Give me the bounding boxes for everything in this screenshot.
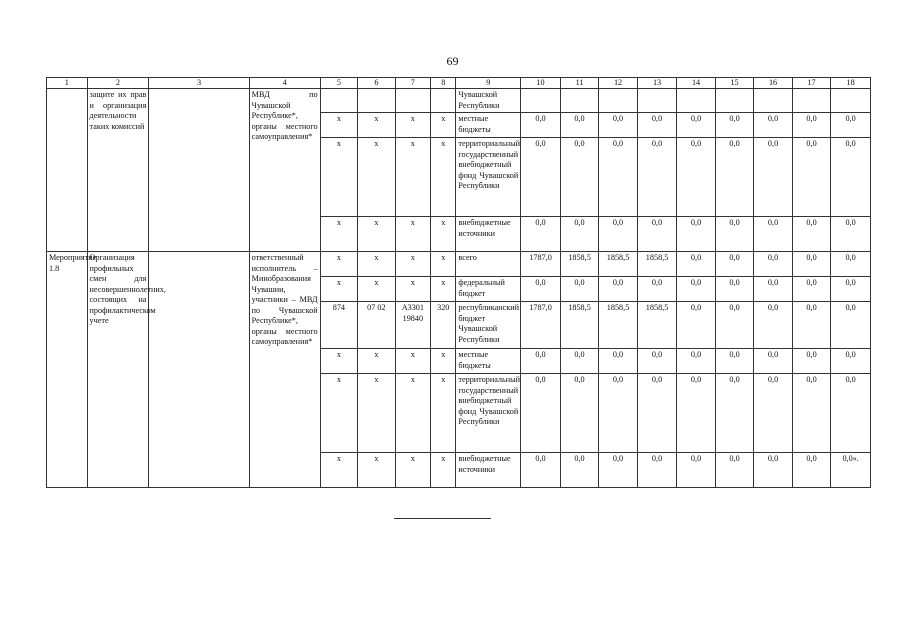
funding-source-cell: внебюджетные источники <box>456 453 521 488</box>
amount-cell: 0,0 <box>521 349 561 374</box>
column-number-header: 7 <box>395 78 430 89</box>
event-name-cell: защите их прав и организация деятельности таких комиссий <box>87 89 149 252</box>
amount-cell: 0,0 <box>521 277 561 302</box>
amount-cell: 1858,5 <box>599 252 638 277</box>
code-section-cell: 07 02 <box>358 302 396 349</box>
code-expense-cell: x <box>431 138 456 217</box>
code-expense-cell: x <box>431 277 456 302</box>
amount-cell: 0,0 <box>754 374 793 453</box>
amount-cell: 0,0 <box>792 138 831 217</box>
code-grbs-cell: x <box>320 349 358 374</box>
amount-cell: 0,0 <box>715 113 754 138</box>
amount-cell: 0,0 <box>715 252 754 277</box>
amount-cell: 0,0 <box>754 113 793 138</box>
column-number-header: 6 <box>358 78 396 89</box>
amount-cell: 0,0 <box>754 252 793 277</box>
amount-cell <box>831 89 871 113</box>
amount-cell: 0,0 <box>637 349 677 374</box>
funding-source-cell: территориальный государственный внебюджетный фонд Чувашской Республики <box>456 374 521 453</box>
empty-cell <box>149 89 249 252</box>
funding-source-cell: всего <box>456 252 521 277</box>
amount-cell: 0,0 <box>715 302 754 349</box>
amount-cell: 0,0 <box>677 374 716 453</box>
amount-cell: 0,0 <box>599 453 638 488</box>
code-section-cell: x <box>358 349 396 374</box>
amount-cell: 1858,5 <box>599 302 638 349</box>
amount-cell <box>715 89 754 113</box>
amount-cell: 0,0 <box>599 374 638 453</box>
amount-cell <box>560 89 599 113</box>
amount-cell: 0,0 <box>637 453 677 488</box>
funding-source-cell: территориальный государственный внебюджетный фонд Чувашской Республики <box>456 138 521 217</box>
amount-cell: 0,0 <box>792 252 831 277</box>
funding-source-cell: Чувашской Республики <box>456 89 521 113</box>
amount-cell: 0,0 <box>754 138 793 217</box>
amount-cell: 1858,5 <box>637 252 677 277</box>
amount-cell: 0,0 <box>831 374 871 453</box>
column-number-header: 3 <box>149 78 249 89</box>
amount-cell: 0,0 <box>754 349 793 374</box>
code-target-cell: x <box>395 453 430 488</box>
amount-cell: 0,0 <box>715 277 754 302</box>
table-row <box>47 89 871 113</box>
amount-cell: 0,0 <box>521 217 561 252</box>
amount-cell: 0,0 <box>792 277 831 302</box>
amount-cell: 0,0». <box>831 453 871 488</box>
amount-cell: 0,0 <box>677 277 716 302</box>
amount-cell: 0,0 <box>792 302 831 349</box>
column-number-header: 4 <box>249 78 320 89</box>
amount-cell: 0,0 <box>831 217 871 252</box>
amount-cell: 0,0 <box>637 113 677 138</box>
amount-cell: 0,0 <box>677 302 716 349</box>
amount-cell <box>637 89 677 113</box>
column-number-header: 18 <box>831 78 871 89</box>
amount-cell: 1858,5 <box>560 302 599 349</box>
amount-cell: 0,0 <box>521 138 561 217</box>
amount-cell: 0,0 <box>599 113 638 138</box>
amount-cell: 0,0 <box>599 138 638 217</box>
funding-source-cell: федеральный бюджет <box>456 277 521 302</box>
column-number-header: 8 <box>431 78 456 89</box>
code-target-cell: x <box>395 349 430 374</box>
column-number-header: 5 <box>320 78 358 89</box>
code-grbs-cell: x <box>320 217 358 252</box>
amount-cell: 0,0 <box>792 453 831 488</box>
column-number-header: 11 <box>560 78 599 89</box>
code-target-cell: x <box>395 374 430 453</box>
amount-cell: 1787,0 <box>521 302 561 349</box>
amount-cell: 0,0 <box>599 277 638 302</box>
code-grbs-cell: x <box>320 252 358 277</box>
column-number-header: 15 <box>715 78 754 89</box>
code-expense-cell: x <box>431 217 456 252</box>
amount-cell: 0,0 <box>715 453 754 488</box>
amount-cell: 0,0 <box>792 217 831 252</box>
amount-cell: 0,0 <box>831 349 871 374</box>
amount-cell: 0,0 <box>715 138 754 217</box>
code-section-cell: x <box>358 277 396 302</box>
amount-cell <box>521 89 561 113</box>
amount-cell: 0,0 <box>831 252 871 277</box>
amount-cell: 0,0 <box>637 217 677 252</box>
column-number-header: 14 <box>677 78 716 89</box>
amount-cell: 0,0 <box>521 453 561 488</box>
header-row <box>47 78 871 89</box>
amount-cell: 0,0 <box>754 277 793 302</box>
amount-cell: 1787,0 <box>521 252 561 277</box>
amount-cell: 0,0 <box>677 138 716 217</box>
amount-cell: 0,0 <box>677 113 716 138</box>
amount-cell: 0,0 <box>715 349 754 374</box>
code-section-cell <box>358 89 396 113</box>
table-body <box>47 78 871 488</box>
code-section-cell: x <box>358 453 396 488</box>
code-section-cell: x <box>358 252 396 277</box>
amount-cell <box>754 89 793 113</box>
event-number-cell: Мероприятие 1.8 <box>47 252 88 488</box>
funding-source-cell: внебюджетные источники <box>456 217 521 252</box>
amount-cell: 1858,5 <box>560 252 599 277</box>
amount-cell: 0,0 <box>754 217 793 252</box>
column-number-header: 12 <box>599 78 638 89</box>
code-target-cell: x <box>395 277 430 302</box>
code-target-cell: x <box>395 138 430 217</box>
funding-source-cell: местные бюджеты <box>456 349 521 374</box>
amount-cell: 0,0 <box>560 217 599 252</box>
code-expense-cell: x <box>431 349 456 374</box>
code-target-cell: x <box>395 252 430 277</box>
amount-cell: 0,0 <box>560 113 599 138</box>
column-number-header: 2 <box>87 78 149 89</box>
code-grbs-cell: x <box>320 453 358 488</box>
amount-cell: 0,0 <box>560 453 599 488</box>
code-target-cell <box>395 89 430 113</box>
amount-cell: 0,0 <box>560 374 599 453</box>
amount-cell: 0,0 <box>560 277 599 302</box>
amount-cell: 0,0 <box>677 217 716 252</box>
amount-cell: 0,0 <box>560 349 599 374</box>
column-number-header: 9 <box>456 78 521 89</box>
funding-source-cell: местные бюджеты <box>456 113 521 138</box>
executor-cell: ответственный исполнитель – Минобразования Чувашии, участники – МВД по Чувашской Республике*, органы местного самоуправления* <box>249 252 320 488</box>
amount-cell: 0,0 <box>677 453 716 488</box>
code-expense-cell <box>431 89 456 113</box>
amount-cell: 0,0 <box>521 374 561 453</box>
code-grbs-cell <box>320 89 358 113</box>
executor-cell: МВД по Чувашской Республике*, органы местного самоуправления* <box>249 89 320 252</box>
column-number-header: 16 <box>754 78 793 89</box>
amount-cell: 0,0 <box>677 252 716 277</box>
amount-cell: 0,0 <box>560 138 599 217</box>
column-number-header: 17 <box>792 78 831 89</box>
funding-source-cell: республиканский бюджет Чувашской Республики <box>456 302 521 349</box>
event-number-cell <box>47 89 88 252</box>
amount-cell: 0,0 <box>831 138 871 217</box>
column-number-header: 13 <box>637 78 677 89</box>
code-grbs-cell: 874 <box>320 302 358 349</box>
amount-cell: 0,0 <box>715 374 754 453</box>
amount-cell: 0,0 <box>677 349 716 374</box>
code-expense-cell: x <box>431 374 456 453</box>
code-grbs-cell: x <box>320 277 358 302</box>
amount-cell: 0,0 <box>792 374 831 453</box>
amount-cell: 0,0 <box>715 217 754 252</box>
footnote-divider <box>394 518 491 519</box>
table-row <box>47 252 871 277</box>
amount-cell <box>599 89 638 113</box>
event-name-cell: Организация профильных смен для несовершеннолетних, состоящих на профилактическом учете <box>87 252 149 488</box>
page-number: 69 <box>446 54 459 68</box>
amount-cell: 0,0 <box>637 277 677 302</box>
code-section-cell: x <box>358 138 396 217</box>
amount-cell: 0,0 <box>831 302 871 349</box>
code-grbs-cell: x <box>320 138 358 217</box>
column-number-header: 10 <box>521 78 561 89</box>
code-grbs-cell: x <box>320 374 358 453</box>
amount-cell: 0,0 <box>754 453 793 488</box>
amount-cell: 0,0 <box>599 217 638 252</box>
amount-cell <box>677 89 716 113</box>
code-expense-cell: x <box>431 113 456 138</box>
code-target-cell: А3301 19840 <box>395 302 430 349</box>
code-grbs-cell: x <box>320 113 358 138</box>
code-target-cell: x <box>395 217 430 252</box>
budget-table <box>46 77 871 488</box>
amount-cell: 0,0 <box>637 138 677 217</box>
code-expense-cell: 320 <box>431 302 456 349</box>
column-number-header: 1 <box>47 78 88 89</box>
amount-cell: 1858,5 <box>637 302 677 349</box>
code-expense-cell: x <box>431 453 456 488</box>
code-section-cell: x <box>358 217 396 252</box>
amount-cell: 0,0 <box>792 113 831 138</box>
amount-cell: 0,0 <box>831 277 871 302</box>
amount-cell: 0,0 <box>637 374 677 453</box>
amount-cell: 0,0 <box>792 349 831 374</box>
amount-cell: 0,0 <box>521 113 561 138</box>
code-section-cell: x <box>358 113 396 138</box>
code-expense-cell: x <box>431 252 456 277</box>
amount-cell: 0,0 <box>754 302 793 349</box>
code-target-cell: x <box>395 113 430 138</box>
code-section-cell: x <box>358 374 396 453</box>
amount-cell <box>792 89 831 113</box>
amount-cell: 0,0 <box>599 349 638 374</box>
amount-cell: 0,0 <box>831 113 871 138</box>
